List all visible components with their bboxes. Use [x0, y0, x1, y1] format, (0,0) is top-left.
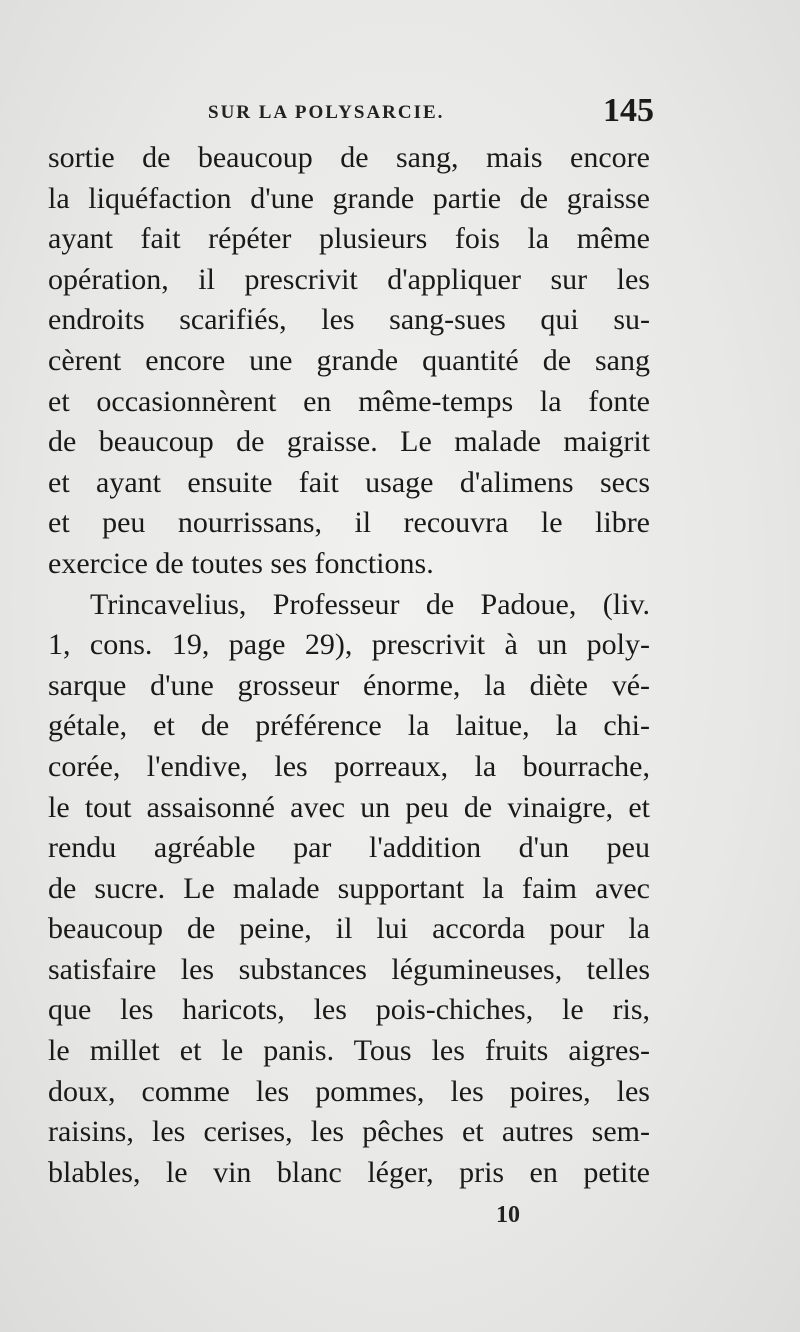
- text-line: blables, le vin blanc léger, pris en petite: [48, 1155, 650, 1189]
- text-line: ayant fait répéter plusieurs fois la même: [48, 222, 650, 256]
- page-header: [48, 92, 654, 134]
- text-line: corée, l'endive, les porreaux, la bourrache,: [48, 749, 650, 783]
- text-line: rendu agréable par l'addition d'un peu: [48, 831, 650, 865]
- page-number: 145: [603, 92, 654, 129]
- text-line: sortie de beaucoup de sang, mais encore: [48, 141, 650, 174]
- paragraph-start-line: Trincavelius, Professeur de Padoue, (liv.: [90, 587, 650, 621]
- signature-mark: 10: [496, 1202, 520, 1228]
- text-line: exercice de toutes ses fonctions.: [48, 546, 434, 580]
- running-title: SUR LA POLYSARCIE.: [208, 102, 445, 123]
- text-line: et occasionnèrent en même-temps la fonte: [48, 384, 650, 418]
- text-line: de sucre. Le malade supportant la faim avec: [48, 871, 650, 905]
- text-line: 1, cons. 19, page 29), prescrivit à un poly-: [48, 628, 650, 662]
- text-line: la liquéfaction d'une grande partie de graisse: [48, 181, 650, 215]
- text-line: satisfaire les substances légumineuses, telles: [48, 952, 650, 986]
- text-line: gétale, et de préférence la laitue, la chi-: [48, 709, 650, 743]
- text-line: que les haricots, les pois-chiches, le ris,: [48, 993, 650, 1027]
- text-line: endroits scarifiés, les sang-sues qui su-: [48, 303, 650, 337]
- text-line: et ayant ensuite fait usage d'alimens secs: [48, 465, 650, 499]
- body-text: [48, 138, 650, 1193]
- text-line: raisins, les cerises, les pêches et autres sem-: [48, 1115, 650, 1149]
- text-line: sarque d'une grosseur énorme, la diète vé-: [48, 668, 650, 702]
- text-line: opération, il prescrivit d'appliquer sur les: [48, 262, 650, 296]
- text-line: de beaucoup de graisse. Le malade maigrit: [48, 425, 650, 459]
- text-line: le tout assaisonné avec un peu de vinaigre, et: [48, 790, 650, 824]
- text-line: et peu nourrissans, il recouvra le libre: [48, 506, 650, 540]
- text-line: cèrent encore une grande quantité de sang: [48, 343, 650, 377]
- text-line: beaucoup de peine, il lui accorda pour la: [48, 912, 650, 946]
- text-line: doux, comme les pommes, les poires, les: [48, 1074, 650, 1108]
- text-line: le millet et le panis. Tous les fruits aigres-: [48, 1034, 650, 1068]
